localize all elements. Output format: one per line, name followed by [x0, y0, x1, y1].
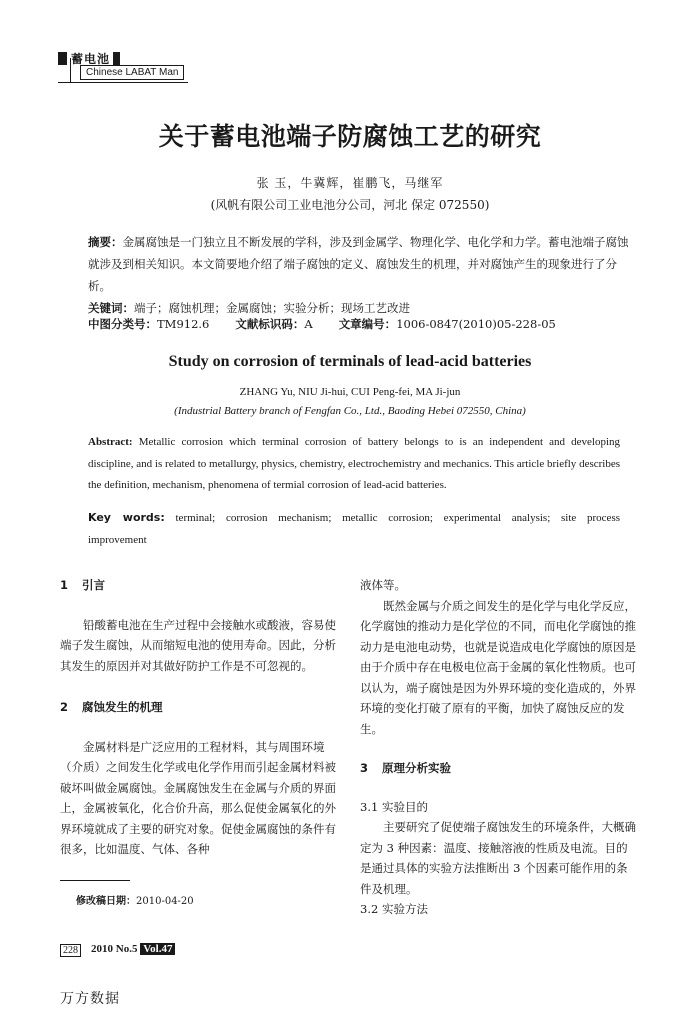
- section-3-title: 原理分析实验: [382, 761, 451, 775]
- affiliation-en: (Industrial Battery branch of Fengfan Co., Ltd., Baoding Hebei 072550, China): [174, 405, 526, 417]
- doc-code-label: 文献标识码：: [235, 317, 305, 331]
- section-2-number: 2: [60, 700, 69, 714]
- title-cn: 关于蓄电池端子防腐蚀工艺的研究: [158, 122, 542, 151]
- keywords-en: [88, 507, 620, 551]
- abstract-en-text: Metallic corrosion which terminal corrosion of battery belongs to is an independent and developing discipline, and is related to metallurgy, physics, chemistry, electrochemistry and mechanics. This article briefly describes the definition, mechanism, phenomena of termial corrosion of lead-acid batteries.: [88, 436, 621, 491]
- section-1-number: 1: [60, 578, 69, 592]
- clc-value: TM912.6: [157, 317, 210, 331]
- section-2-title: 腐蚀发生的机理: [82, 700, 163, 714]
- title-en: Study on corrosion of terminals of lead-acid batteries: [168, 353, 532, 370]
- section-3-heading: [360, 758, 638, 779]
- footnote-rule: [60, 880, 130, 881]
- revision-date-value: 2010-04-20: [136, 896, 194, 907]
- affiliation-cn: (风帆有限公司工业电池分公司，河北 保定 072550): [210, 198, 490, 212]
- journal-name-en: Chinese LABAT Man: [80, 65, 184, 80]
- section-1-paragraph: 铅酸蓄电池在生产过程中会接触水或酸液，容易使端子发生腐蚀，从而缩短电池的使用寿命。因此，分析其发生的原因并对其做好防护工作是不可忽视的。: [60, 617, 336, 673]
- issue-number: 2010 No.5: [91, 943, 138, 955]
- doc-code-value: A: [304, 317, 313, 331]
- watermark: 万方数据: [60, 991, 120, 1007]
- paragraph-electrochem: 既然金属与介质之间发生的是化学与电化学反应，化学腐蚀的推动力是化学位的不同，而电化学腐蚀的推动力是电池电动势，也就是说造成电化学腐蚀的原因是由于介质中存在电极电位高于金属的氧化性物质。也可以认为，端子腐蚀是因为外界环境的变化造成的，外界环境的变化打破了原有的平衡，加快了腐蚀反应的发生。: [360, 598, 636, 736]
- abstract-cn-label: 摘要：: [88, 235, 123, 249]
- journal-name-cn: 蓄电池: [71, 52, 111, 66]
- right-column: [360, 575, 638, 920]
- subsection-3-1: 3.1 实验目的: [360, 799, 428, 814]
- authors-en: ZHANG Yu, NIU Ji-hui, CUI Peng-fei, MA Ji-jun: [239, 386, 461, 398]
- abstract-en-label: Abstract:: [88, 436, 133, 448]
- subsection-3-2: 3.2 实验方法: [360, 902, 428, 916]
- continued-text: 液体等。: [360, 578, 406, 592]
- section-1-title: 引言: [82, 578, 105, 592]
- section-2-heading: [60, 697, 337, 718]
- keywords-cn-text: 端子；腐蚀机理；金属腐蚀；实验分析；现场工艺改进: [134, 301, 410, 315]
- abstract-cn: [88, 231, 634, 319]
- section-3-number: 3: [360, 761, 369, 775]
- classification-line: [88, 316, 648, 332]
- header-rule: [58, 82, 188, 83]
- section-2-paragraph: 金属材料是广泛应用的工程材料，其与周围环境（介质）之间发生化学或电化学作用而引起金属材料被破坏叫做金属腐蚀。金属腐蚀发生在金属与介质的界面上，金属被氧化，化合价升高，那么促使金属氧化的外界环境就成了主要的研究对象。促使金属腐蚀的条件有很多，比如温度、气体、各种: [60, 739, 336, 856]
- issue-info: [91, 943, 175, 955]
- revision-date-label: 修改稿日期：: [76, 896, 136, 907]
- abstract-en: [88, 432, 620, 497]
- volume-badge: Vol.47: [140, 943, 175, 955]
- article-no-value: 1006-0847(2010)05-228-05: [396, 317, 556, 331]
- section-1-heading: [60, 575, 337, 596]
- article-no-label: 文章编号：: [338, 317, 397, 331]
- clc-label: 中图分类号：: [88, 317, 157, 331]
- brand-block-icon: [58, 52, 67, 65]
- keywords-en-text: terminal; corrosion mechanism; metallic corrosion; experimental analysis; site process improvement: [88, 512, 620, 546]
- brand-block-icon-right: [113, 52, 120, 65]
- page-number: 228: [60, 944, 81, 957]
- subsection-3-1-paragraph: 主要研究了促使端子腐蚀发生的环境条件，大概确定为 3 种因素：温度、接触溶液的性质及电流。目的是通过具体的实验方法推断出 3 个因素可能作用的条件及机理。: [360, 820, 636, 896]
- authors-cn: 张 玉，牛冀辉，崔鹏飞，马继军: [256, 176, 444, 190]
- abstract-cn-text: 金属腐蚀是一门独立且不断发展的学科，涉及到金属学、物理化学、电化学和力学。蓄电池端子腐蚀就涉及到相关知识。本文简要地介绍了端子腐蚀的定义、腐蚀发生的机理，并对腐蚀产生的现象进行了分析。: [88, 235, 629, 293]
- keywords-cn-label: 关键词：: [88, 301, 134, 315]
- keywords-en-label: Key words:: [88, 511, 165, 524]
- left-column: [60, 575, 337, 860]
- revision-date-footnote: [76, 892, 194, 907]
